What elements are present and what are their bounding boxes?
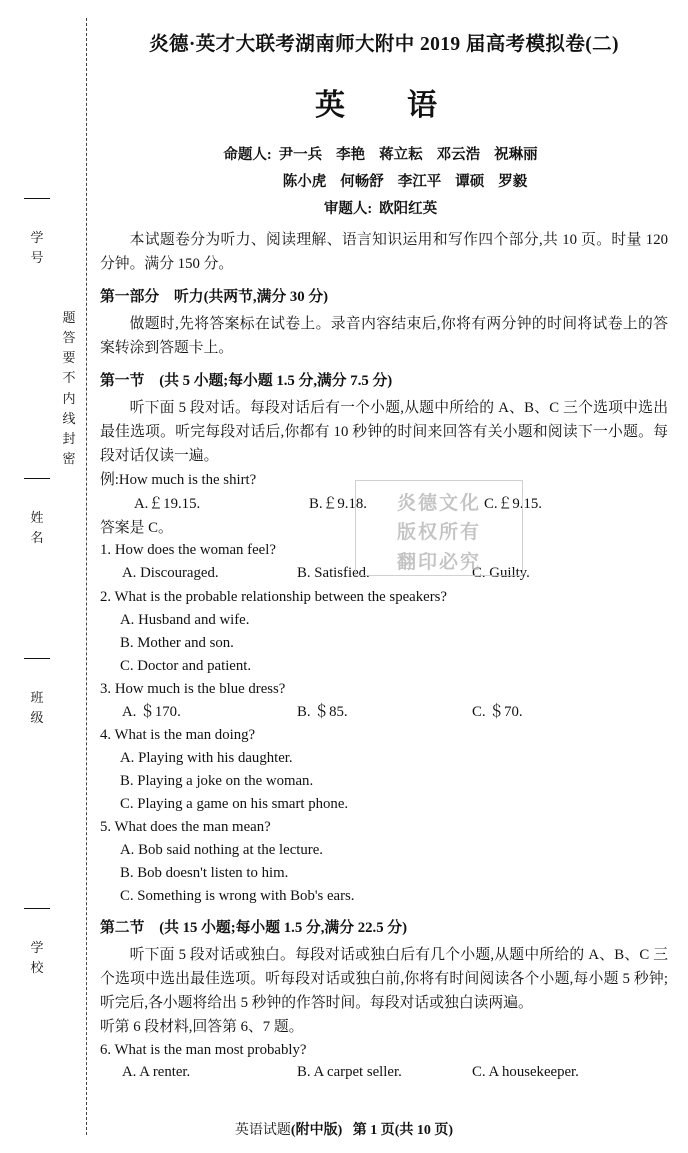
option-a: A. Playing with his daughter. xyxy=(120,750,293,767)
fold-dashed-line xyxy=(86,18,87,1135)
example-answer: 答案是 C。 xyxy=(100,519,173,536)
side-rule xyxy=(24,198,50,199)
setter-name: 陈小虎 xyxy=(282,173,327,190)
side-seal-text xyxy=(56,308,82,469)
section1-directions: 听下面 5 段对话。每段对话后有一个小题,从题中所给的 A、B、C 三个选项中选出最佳选项。听完每段对话后,你都有 10 秒钟的时间来回答有关小题和阅读下一小题。每段对话仅读一遍。 xyxy=(100,400,668,465)
material-line: 听第 6 段材料,回答第 6、7 题。 xyxy=(100,1018,304,1035)
stamp-line-1: 炎德文化 xyxy=(396,493,481,514)
question-number: 4. xyxy=(100,727,112,744)
side-char: 题 xyxy=(62,310,76,325)
side-char: 姓 xyxy=(30,510,44,525)
stamp-line-3: 翻印必究 xyxy=(396,551,481,573)
intro-paragraph: 本试题卷分为听力、阅读理解、语言知识运用和写作四个部分,共 10 页。时量 120 分钟。满分 150 分。 xyxy=(100,232,668,273)
option-c: C. A housekeeper. xyxy=(472,1064,579,1081)
option-b: B.￡9.18. xyxy=(309,495,367,512)
stamp-line-2: 版权所有 xyxy=(396,522,481,544)
example-label: 例: xyxy=(100,472,119,489)
side-char: 级 xyxy=(30,710,44,726)
side-char: 学 xyxy=(30,230,44,245)
setter-name: 何畅舒 xyxy=(340,173,384,190)
question-row xyxy=(100,539,668,562)
side-char: 密 xyxy=(62,450,76,466)
side-char: 班 xyxy=(30,690,44,705)
option-c: C. Guilty. xyxy=(472,565,530,582)
options-row xyxy=(100,701,668,725)
side-char: 线 xyxy=(62,410,76,426)
question-number: 2. xyxy=(100,589,112,606)
side-char: 名 xyxy=(30,530,44,546)
question-row xyxy=(100,724,668,747)
question-number: 3. xyxy=(100,680,112,697)
option-a: A. ＄170. xyxy=(122,703,181,720)
question-row xyxy=(100,816,668,839)
side-char: 校 xyxy=(30,960,44,976)
option-c: C. Doctor and patient. xyxy=(120,657,252,674)
left-margin-strip xyxy=(0,0,96,1153)
setter-line-1 xyxy=(100,142,668,169)
setter-name: 李江平 xyxy=(397,173,442,190)
section2-directions: 听下面 5 段对话或独白。每段对话或独白后有几个小题,从题中所给的 A、B、C 三个选项中选出最佳选项。听每段对话或独白前,你将有时间阅读各个小题,每小题 5 秒钟;听完后,各小题将给出 5 秒钟的作答时间。每段对话或独白读两遍。 xyxy=(100,946,668,1011)
option-c: C. Something is wrong with Bob's ears. xyxy=(120,887,355,904)
side-rule xyxy=(24,478,50,479)
option-a: A. A renter. xyxy=(122,1064,191,1081)
side-char: 学 xyxy=(30,940,44,955)
options-row xyxy=(100,562,668,586)
option-b: B. Playing a joke on the woman. xyxy=(120,773,314,790)
section2-heading: 第二节 (共 15 小题;每小题 1.5 分,满分 22.5 分) xyxy=(100,919,408,936)
option-a: A. Bob said nothing at the lecture. xyxy=(120,841,324,858)
main-content xyxy=(100,18,668,1085)
option-a: A. Husband and wife. xyxy=(120,612,250,628)
setter-name: 罗毅 xyxy=(498,173,528,190)
option-b: B. Mother and son. xyxy=(120,634,234,651)
setter-label: 命题人: xyxy=(223,147,272,163)
side-char: 不 xyxy=(62,370,76,386)
example-question-row xyxy=(100,469,668,493)
side-char: 答 xyxy=(62,330,76,346)
question-row xyxy=(100,1039,668,1062)
options-row xyxy=(100,1061,668,1085)
question-number: 5. xyxy=(100,819,112,836)
setter-name: 祝琳丽 xyxy=(494,147,538,163)
option-a: A.￡19.15. xyxy=(134,495,201,512)
side-char: 要 xyxy=(62,350,76,366)
option-c: C.￡9.15. xyxy=(484,495,542,512)
setter-name: 蒋立耘 xyxy=(379,147,423,163)
side-char: 内 xyxy=(62,390,76,406)
side-label-xingming xyxy=(24,508,50,548)
option-b: B. A carpet seller. xyxy=(297,1064,402,1081)
question-text: What is the probable relationship between the speakers? xyxy=(114,589,447,606)
option-b: B. Satisfied. xyxy=(297,565,370,582)
side-rule xyxy=(24,908,50,909)
setter-line-2 xyxy=(100,169,668,196)
setter-name: 尹一兵 xyxy=(278,147,323,163)
question-text: What does the man mean? xyxy=(114,819,271,836)
subject-title: 英 语 xyxy=(315,89,453,122)
question-row xyxy=(100,586,668,609)
side-char: 封 xyxy=(62,430,76,446)
question-number: 1. xyxy=(100,542,112,559)
part1-heading: 第一部分 听力(共两节,满分 30 分) xyxy=(100,289,329,306)
question-text: What is the man most probably? xyxy=(114,1041,307,1058)
reviewer-label: 审题人: xyxy=(323,200,373,217)
reviewer-line xyxy=(100,196,668,223)
example-question: How much is the shirt? xyxy=(118,472,257,489)
example-options-row xyxy=(100,493,668,517)
option-c: C. Playing a game on his smart phone. xyxy=(120,796,349,813)
question-row xyxy=(100,678,668,701)
footer-school: (附中版) xyxy=(290,1123,343,1138)
question-text: What is the man doing? xyxy=(114,727,256,744)
page-title: 炎德·英才大联考湖南师大附中 2019 届高考模拟卷(二) xyxy=(149,34,619,55)
side-label-xuehao xyxy=(24,228,50,268)
question-text: How does the woman feel? xyxy=(114,542,276,559)
section1-heading: 第一节 (共 5 小题;每小题 1.5 分,满分 7.5 分) xyxy=(100,373,393,390)
footer-page-number: 第 1 页(共 10 页) xyxy=(352,1123,454,1138)
page-footer xyxy=(0,1119,688,1139)
side-char: 号 xyxy=(30,250,44,266)
option-b: B. ＄85. xyxy=(297,703,348,720)
setter-name: 李艳 xyxy=(336,147,366,163)
side-label-banji xyxy=(24,688,50,728)
option-c: C. ＄70. xyxy=(472,703,523,720)
option-a: A. Discouraged. xyxy=(122,565,219,582)
option-b: B. Bob doesn't listen to him. xyxy=(120,864,289,881)
footer-subject: 英语试题 xyxy=(234,1123,291,1138)
setter-name: 邓云浩 xyxy=(436,147,481,163)
side-label-xuexiao xyxy=(24,938,50,978)
side-rule xyxy=(24,658,50,659)
part1-note: 做题时,先将答案标在试卷上。录音内容结束后,你将有两分钟的时间将试卷上的答案转涂到答题卡上。 xyxy=(100,316,668,357)
authors-block xyxy=(100,142,668,222)
question-number: 6. xyxy=(100,1041,112,1058)
reviewer-name: 欧阳红英 xyxy=(379,200,438,217)
question-text: How much is the blue dress? xyxy=(114,680,286,697)
setter-name: 谭硕 xyxy=(455,173,485,190)
